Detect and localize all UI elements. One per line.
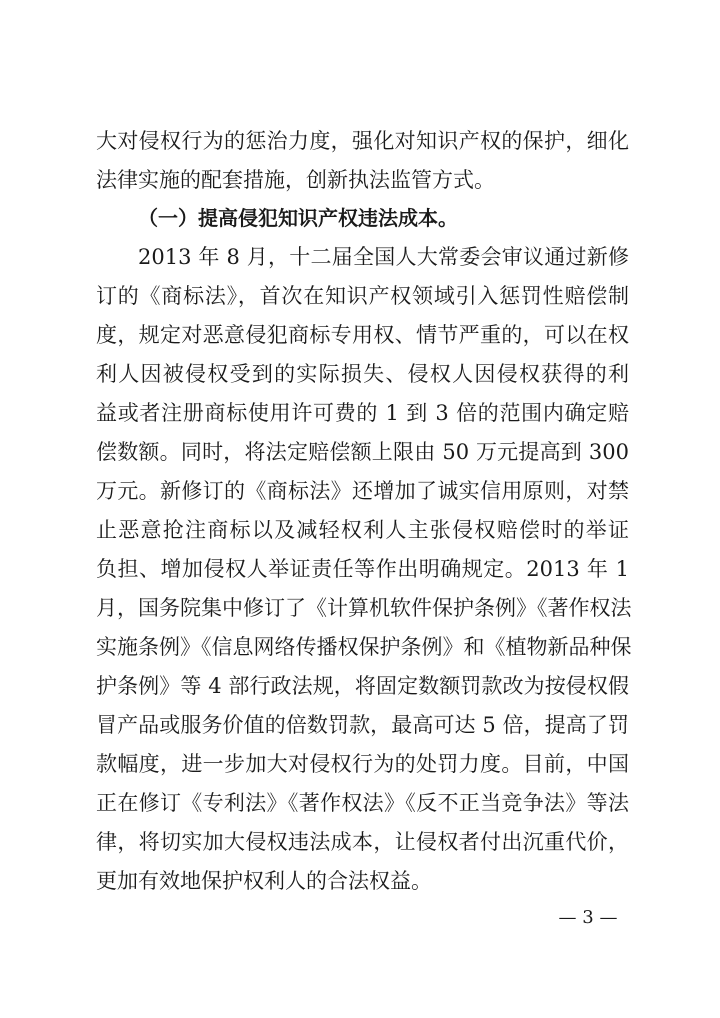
body-text-line: 护条例》等 4 部行政法规，将固定数额罚款改为按侵权假 bbox=[96, 674, 629, 698]
body-text-line: 款幅度，进一步加大对侵权行为的处罚力度。目前，中国 bbox=[96, 752, 629, 776]
body-text-line: 法律实施的配套措施，创新执法监管方式。 bbox=[96, 168, 495, 192]
body-text-line: 万元。新修订的《商标法》还增加了诚实信用原则，对禁 bbox=[96, 479, 629, 503]
body-text-line: 订的《商标法》，首次在知识产权领域引入惩罚性赔偿制 bbox=[96, 284, 629, 308]
section-heading: （一）提高侵犯知识产权违法成本。 bbox=[138, 206, 458, 230]
body-text-line: 冒产品或服务价值的倍数罚款，最高可达 5 倍，提高了罚 bbox=[96, 713, 629, 737]
body-text-line: 律，将切实加大侵权违法成本，让侵权者付出沉重代价， bbox=[96, 830, 629, 854]
body-text-line: 利人因被侵权受到的实际损失、侵权人因侵权获得的利 bbox=[96, 362, 629, 386]
page-number: — 3 — bbox=[558, 907, 618, 928]
body-text-line: 实施条例》《信息网络传播权保护条例》和《植物新品种保 bbox=[96, 635, 632, 659]
body-text-line: 偿数额。同时，将法定赔偿额上限由 50 万元提高到 300 bbox=[96, 440, 629, 464]
body-text-line: 正在修订《专利法》《著作权法》《反不正当竞争法》等法 bbox=[96, 791, 629, 815]
body-text-line: 益或者注册商标使用许可费的 1 到 3 倍的范围内确定赔 bbox=[96, 401, 629, 425]
body-text-line: 月，国务院集中修订了《计算机软件保护条例》《著作权法 bbox=[96, 596, 632, 620]
body-text-line: 负担、增加侵权人举证责任等作出明确规定。2013 年 1 bbox=[96, 557, 629, 581]
body-text-line: 2013 年 8 月，十二届全国人大常委会审议通过新修 bbox=[138, 245, 629, 269]
body-text-line: 度，规定对恶意侵犯商标专用权、情节严重的，可以在权 bbox=[96, 323, 629, 347]
body-text-line: 止恶意抢注商标以及减轻权利人主张侵权赔偿时的举证 bbox=[96, 518, 629, 542]
body-text-line: 大对侵权行为的惩治力度，强化对知识产权的保护，细化 bbox=[96, 129, 629, 153]
body-text-line: 更加有效地保护权利人的合法权益。 bbox=[96, 869, 432, 893]
